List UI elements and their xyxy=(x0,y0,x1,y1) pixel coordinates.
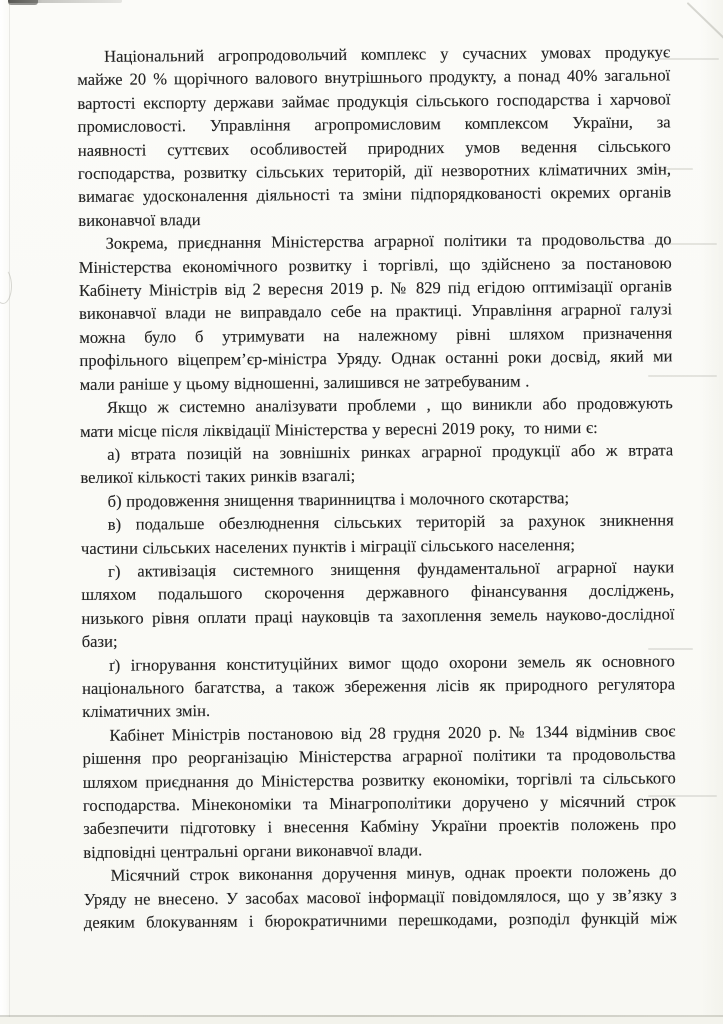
text-line: Національний агропродовольчий комплекс у сучасних умовах продукує xyxy=(104,42,671,66)
text-line: виконавчої влади xyxy=(78,209,201,230)
scan-artifact-bottom-edge-line xyxy=(0,1015,723,1017)
scan-artifact-left-edge xyxy=(0,0,10,1024)
text-line: Зокрема, приєднання Міністерства аграрної політики та продовольства до xyxy=(105,229,672,254)
text-line: господарства, розвитку сільських територій, дії незворотних кліматичних змін, xyxy=(77,159,672,184)
text-line: національного багатства, а також збереження лісів як природного регулятора xyxy=(81,674,676,698)
text-line: промисловості. Управління агропромисловим комплексом України, за xyxy=(77,112,671,137)
text-line: а) втрата позицій на зовнішніх ринках аграрної продукції або ж втрата xyxy=(107,440,674,464)
text-line: великої кількості таких ринків взагалі; xyxy=(80,466,356,488)
text-line: частини сільських населених пунктів і міграції сільського населення; xyxy=(80,534,576,558)
paragraph xyxy=(77,40,671,232)
document-text xyxy=(77,40,677,934)
text-line: Кабінету Міністрів від 2 вересня 2019 р. № 829 під егідою оптимізації органів xyxy=(78,276,672,301)
text-line: б) продовження знищення тваринництва і молочного скотарства; xyxy=(107,487,570,511)
text-line: Кабінет Міністрів постановою від 28 грудня 2020 р. № 1344 відмінив своє xyxy=(109,721,676,745)
paragraph xyxy=(82,649,676,724)
text-line: Уряду не внесено. У засобах масової інформації повідомлялося, що у зв’язку з xyxy=(83,884,677,909)
paragraph xyxy=(78,228,672,396)
paragraph xyxy=(80,391,673,442)
text-line: профільного віцепрем’єр-міністра Уряду. Однак останні роки досвід, який ми xyxy=(79,346,673,371)
text-line: деяким блокуванням і бюрократичними перешкодами, розподіл функцій між xyxy=(83,908,677,933)
text-line: ґ) ігнорування конституційних вимог щодо охорони земель як основного xyxy=(108,650,675,675)
text-line: низького рівня оплати праці науковців та захоплення земель науково-дослідної xyxy=(81,604,675,628)
paragraph xyxy=(81,555,675,653)
paragraph xyxy=(82,719,676,864)
scan-artifact-bottom-strip xyxy=(0,1017,723,1024)
paragraph xyxy=(83,860,677,935)
text-line: можна було б утримувати на належному рівні шляхом призначення xyxy=(79,323,673,347)
text-line: в) подальше обезлюднення сільських територій за рахунок зникнення xyxy=(107,510,674,534)
scan-artifact-top-smudge xyxy=(8,0,122,3)
text-line: вимагає удосконалення діяльності та зміни підпорядкованості окремих органів xyxy=(78,182,672,207)
text-line: вартості експорту держави займає продукція сільського господарства і харчової xyxy=(77,89,671,113)
text-line: виконавчої влади не виправдало себе на практиці. Управління аграрної галузі xyxy=(79,299,673,324)
text-line: наявності суттєвих особливостей природних умов ведення сільського xyxy=(77,135,671,160)
text-line: кліматичних змін. xyxy=(82,701,211,722)
text-line: Міністерства економічного розвитку і торгівлі, що здійснено за постановою xyxy=(78,252,672,277)
text-line: шляхом подальшого скорочення державного фінансування досліджень, xyxy=(81,580,675,605)
text-line: бази; xyxy=(81,631,118,652)
text-line: Якщо ж системно аналізувати проблеми , що виникли або продовжують xyxy=(106,393,673,417)
text-line: забезпечити підготовку і внесення Кабміну України проектів положень про xyxy=(83,814,677,839)
scan-artifact-top-right-line xyxy=(687,2,723,40)
text-line: г) активізація системного знищення фундаментальної аграрної науки xyxy=(108,557,675,581)
text-line: Місячний строк виконання доручення минув, однак проекти положень до xyxy=(110,861,677,885)
text-line: майже 20 % щорічного валового внутрішнього продукту, а понад 40% загальної xyxy=(77,65,671,90)
scan-artifact-top-corner-mark xyxy=(8,0,38,5)
text-line: шляхом приєднання до Міністерства розвитку економіки, торгівлі та сільського xyxy=(82,767,676,792)
paragraph xyxy=(80,438,673,489)
text-line: рішення про реорганізацію Міністерства аграрної політики та продовольства xyxy=(82,744,676,769)
text-line: мали раніше у цьому відношенні, залишився не затребуваним . xyxy=(79,371,530,394)
paragraph xyxy=(81,508,674,559)
scan-artifact-right-edge-shade xyxy=(700,0,723,1024)
text-line: господарства. Мінекономіки та Мінагрополітики доручено у місячний строк xyxy=(82,791,677,815)
text-line: відповідні центральні органи виконавчої влади. xyxy=(83,840,423,862)
text-line: мати місце після ліквідації Міністерства у вересні 2019 року, то ними є: xyxy=(79,417,598,441)
scan-artifact-left-edge-mark xyxy=(0,268,12,304)
